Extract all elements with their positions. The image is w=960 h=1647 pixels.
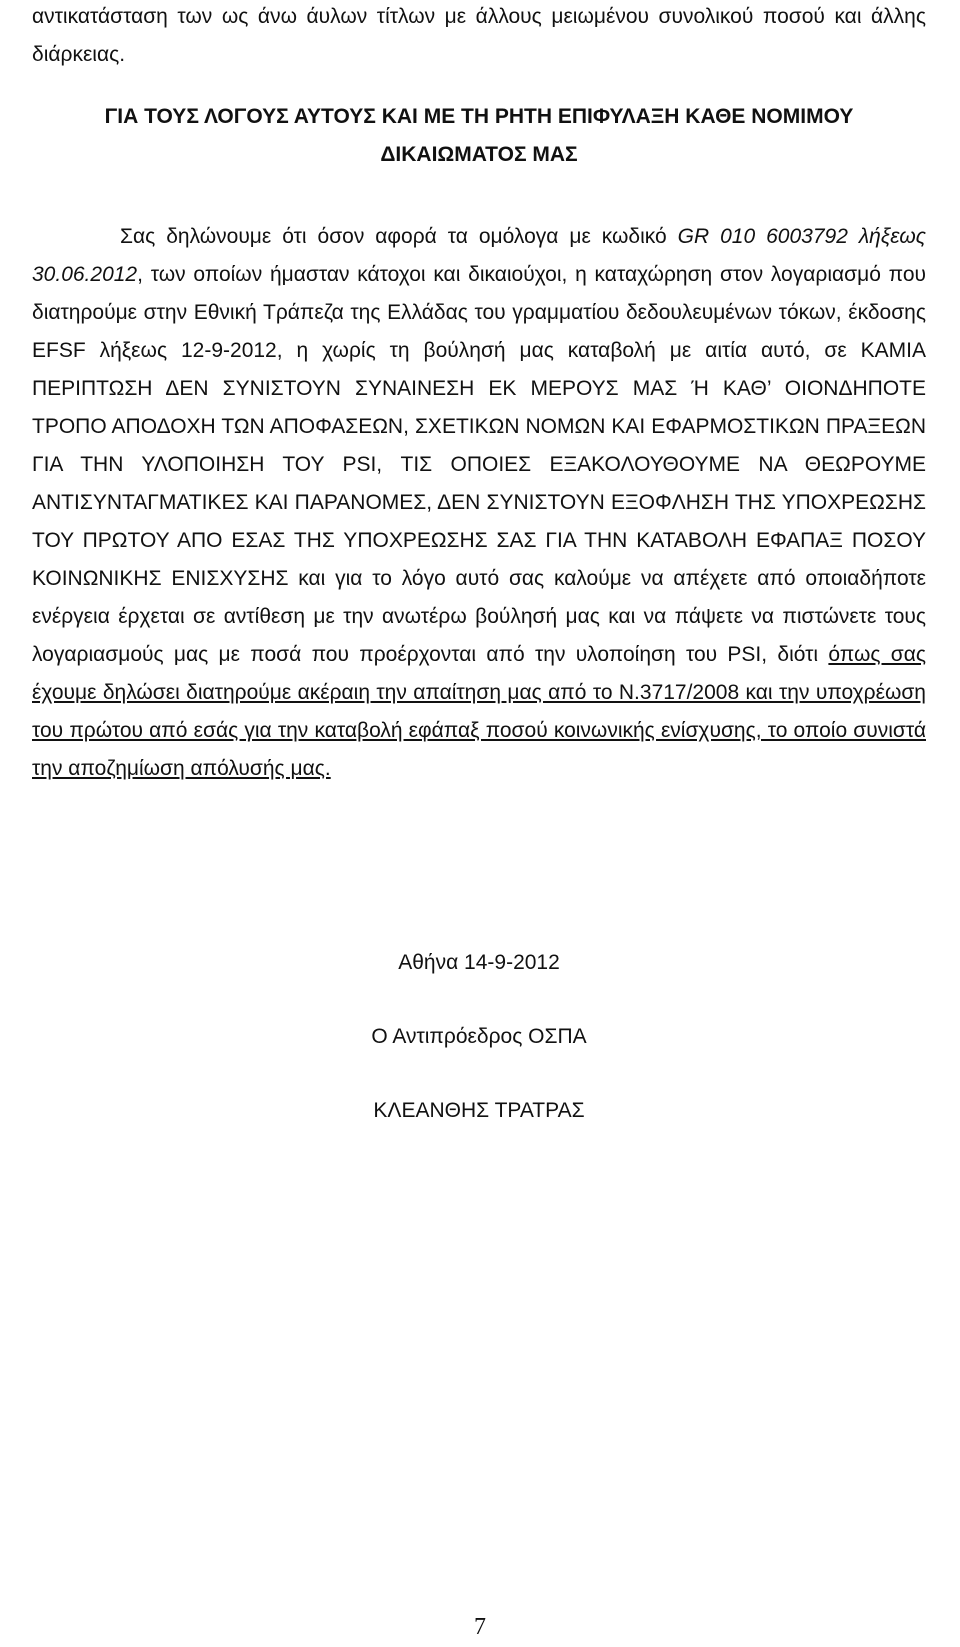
- bond-code: GR 010 6003792 λήξεως 30.06.2012: [32, 225, 927, 286]
- signatory-role: Ο Αντιπρόεδρος ΟΣΠΑ: [371, 1025, 587, 1048]
- page-number: 7: [474, 1614, 486, 1640]
- section-heading: ΓΙΑ ΤΟΥΣ ΛΟΓΟΥΣ ΑΥΤΟΥΣ ΚΑΙ ΜΕ ΤΗ ΡΗΤΗ ΕΠΙΦΥΛΑΞΗ ΚΑΘΕ ΝΟΜΙΜΟΥ ΔΙΚΑΙΩΜΑΤΟΣ ΜΑΣ: [104, 105, 854, 166]
- body-text-part2: , των οποίων ήμασταν κάτοχοι και δικαιούχοι, η καταχώρηση στον λογαριασμό που διατηρούμε στην Εθνική Τράπεζα της Ελλάδας του γραμματίου δεδουλευμένων τόκων, έκδοσης EFSF λήξεως 12-9-2012, η χωρίς τη βούλησή μας καταβολή με αιτία αυτό, σε ΚΑΜΙΑ ΠΕΡΙΠΤΩΣΗ ΔΕΝ ΣΥΝΙΣΤΟΥΝ ΣΥΝΑΙΝΕΣΗ ΕΚ ΜΕΡΟΥΣ ΜΑΣ Ή ΚΑΘ’ ΟΙΟΝΔΗΠΟΤΕ ΤΡΟΠΟ ΑΠΟΔΟΧΗ ΤΩΝ ΑΠΟΦΑΣΕΩΝ, ΣΧΕΤΙΚΩΝ ΝΟΜΩΝ ΚΑΙ ΕΦΑΡΜΟΣΤΙΚΩΝ ΠΡΑΞΕΩΝ ΓΙΑ ΤΗΝ ΥΛΟΠΟΙΗΣΗ ΤΟΥ PSI, ΤΙΣ ΟΠΟΙΕΣ ΕΞΑΚΟΛΟΥΘΟΥΜΕ ΝΑ ΘΕΩΡΟΥΜΕ ΑΝΤΙΣΥΝΤΑΓΜΑΤΙΚΕΣ ΚΑΙ ΠΑΡΑΝΟΜΕΣ, ΔΕΝ ΣΥΝΙΣΤΟΥΝ ΕΞΟΦΛΗΣΗ ΤΗΣ ΥΠΟΧΡΕΩΣΗΣ ΤΟΥ ΠΡΩΤΟΥ ΑΠΟ ΕΣΑΣ ΤΗΣ ΥΠΟΧΡΕΩΣΗΣ ΣΑΣ ΓΙΑ ΤΗΝ ΚΑΤΑΒΟΛΗ ΕΦΑΠΑΞ ΠΟΣΟΥ ΚΟΙΝΩΝΙΚΗΣ ΕΝΙΣΧΥΣΗΣ και για το λόγο αυτό σας καλούμε να απέχετε από οποιαδήποτε ενέργεια έρχεται σε αντίθεση με την ανωτέρω βούλησή μας και να πάψετε να πιστώνετε τους λογαριασμούς μας με ποσά που προέρχονται από την υλοποίηση του PSI, διότι: [32, 263, 926, 666]
- body-text-part1: Σας δηλώνουμε ότι όσον αφορά τα ομόλογα με κωδικό: [120, 225, 678, 248]
- place-date: Αθήνα 14-9-2012: [398, 951, 560, 974]
- document-page: [32, 0, 926, 1126]
- body-paragraph: [32, 218, 926, 788]
- signatory-name: ΚΛΕΑΝΘΗΣ ΤΡΑΤΡΑΣ: [373, 1099, 585, 1122]
- underlined-statement: όπως σας έχουμε δηλώσει διατηρούμε ακέραιη την απαίτηση μας από το Ν.3717/2008 και την υποχρέωση του πρώτου από εσάς για την καταβολή εφάπαξ ποσού κοινωνικής ενίσχυσης, το οποίο συνιστά την αποζημίωση απόλυσής μας.: [32, 643, 926, 780]
- lead-paragraph: αντικατάσταση των ως άνω άυλων τίτλων με άλλους μειωμένου συνολικού ποσού και άλλης διάρκειας.: [32, 5, 926, 66]
